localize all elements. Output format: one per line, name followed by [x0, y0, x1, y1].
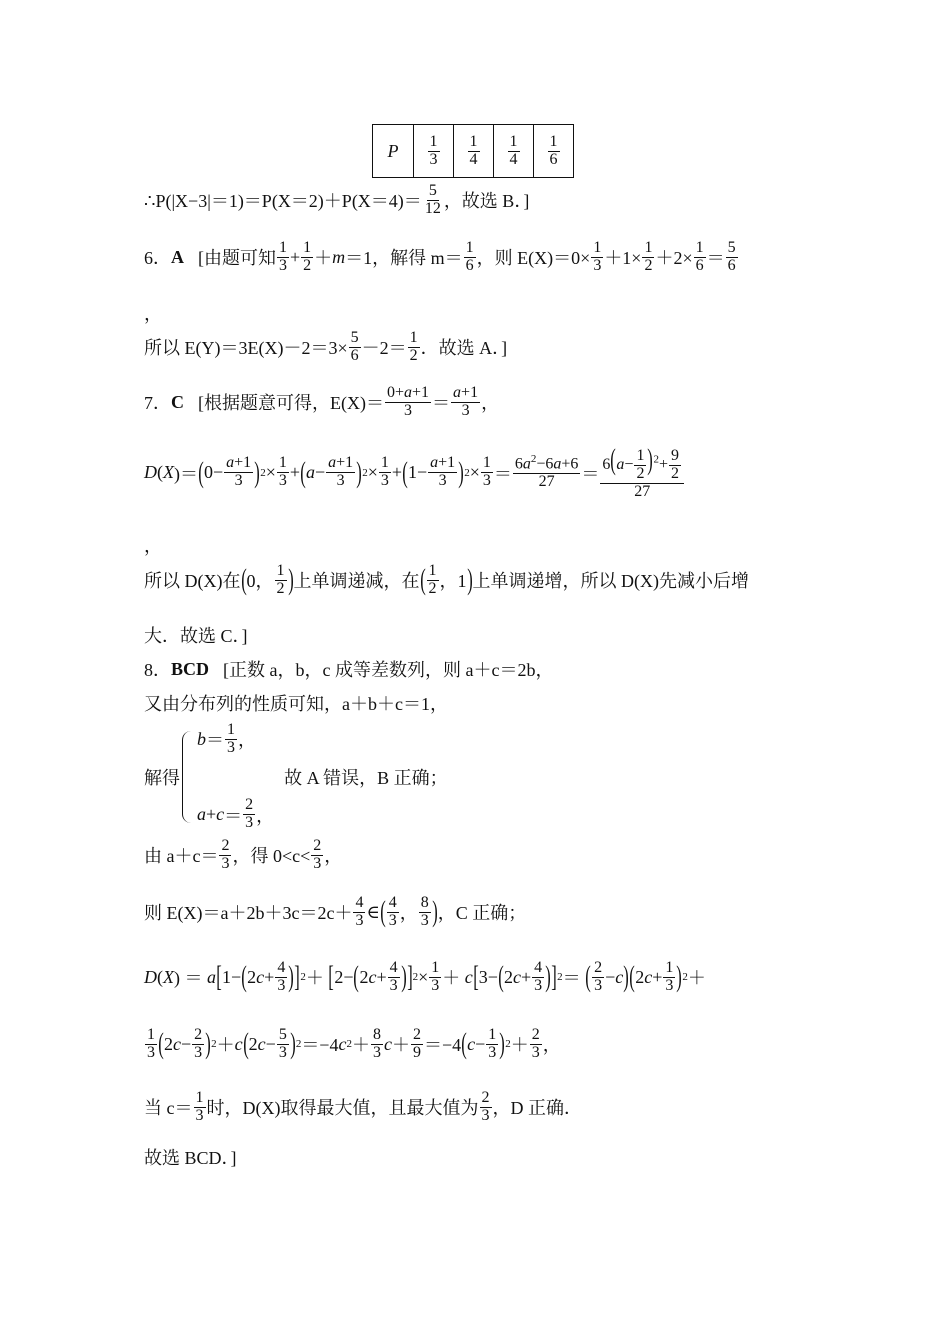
conclusion-line-5: ∴P(|X−3|＝1)＝P(X＝2)＋P(X＝4)＝ $\frac{5}{12}$ ，故选 B．] [144, 182, 530, 217]
question-8-maximum: 当 c＝ $\frac{1}{3}$ 时，D(X)取得最大值，且最大值为 $\frac{2}{3}$ ，D 正确． [144, 1089, 582, 1124]
question-8-system: 解得 b ＝ $\frac{1}{3}$ ， a + c ＝ $\frac{2}{3}$ ， 故 A 错误，B 正确； [144, 721, 448, 832]
question-7-monotonic: 所以 D(X)在 ( 0， $\frac{1}{2}$ ) 上单调递减，在 ( $\frac{1}{2}$ ，1 ) 上单调递增，所以 D(X)先减小后增 [144, 562, 749, 597]
distribution-table [372, 124, 574, 178]
question-7-answer: 大．故选 C．] [144, 626, 248, 646]
question-6: 6． A [由题可知 $\frac{1}{3}$ + $\frac{1}{2}$ ＋ m ＝1 ，解得 m＝ $\frac{1}{6}$ ，则 E(X)＝0× $\frac{1}{3}$ ＋1× $\frac{1}{2}$ ＋2× $\frac{1}{6}$ ＝ $\frac{5}{6}$ [144, 239, 736, 274]
question-8-range: 由 a＋c＝ $\frac{2}{3}$ ，得 0<c< $\frac{2}{3}$ ， [144, 837, 343, 872]
table-header: P [373, 125, 414, 178]
question-8: 8． BCD [正数 a，b，c 成等差数列，则 a＋c＝2b， [144, 658, 554, 680]
question-8-variance: D ( X ) ＝ a [ 1− ( 2 c + $\frac{4}{3}$ ) ] 2 ＋ [ 2− ( 2 c + $\frac{4}{3}$ ) ] 2 × $\frac{1}{3}$ ＋ c [ 3− ( 2 c + $\frac{4}{3}$ ) ] 2 ＝ ( $\frac{2}{3}$ − c ) ( 2 c + $\frac{1}{3}$ ) 2 ＋ [144, 959, 706, 994]
table-cell: $\frac{1}{3}$ [414, 125, 454, 178]
question-8-expectation: 则 E(X)＝a＋2b＋3c＝2c＋ $\frac{4}{3}$ ∈ ( $\frac{4}{3}$ ， $\frac{8}{3}$ ) ，C 正确； [144, 894, 527, 929]
question-8-answer: 故选 BCD．] [144, 1148, 237, 1168]
table-cell: $\frac{1}{6}$ [534, 125, 574, 178]
brace [182, 731, 191, 823]
table-cell: $\frac{1}{4}$ [494, 125, 534, 178]
question-7-variance: D ( X )＝ ( 0− $\frac{a+1}{3}$ ) 2 × $\frac{1}{3}$ + ( a − $\frac{a+1}{3}$ ) 2 × $\frac{1}{3}$ + ( 1− $\frac{a+1}{3}$ ) 2 × $\frac{1}{3}$ ＝ $\frac{6a^2-6a+6}{27}$ ＝ 6(a− $\frac{1}{2}$ )$^2$+ $\frac{9}{2}$ 27 [144, 445, 810, 500]
question-6-result: 所以 E(Y)＝3E(X)－2＝3× $\frac{5}{6}$ －2＝ $\frac{1}{2}$ ．故选 A．] [144, 329, 508, 364]
comma-line: ， [144, 536, 162, 556]
question-7: 7． C [根据题意可得，E(X)＝ $\frac{0+a+1}{3}$ ＝ $\frac{a+1}{3}$ ， [144, 384, 500, 419]
question-8-property: 又由分布列的性质可知，a＋b＋c＝1， [144, 694, 448, 714]
table-cell: $\frac{1}{4}$ [454, 125, 494, 178]
comma-line: ， [144, 304, 162, 324]
question-8-variance-cont: $\frac{1}{3}$ ( 2 c − $\frac{2}{3}$ ) 2 ＋ c ( 2 c − $\frac{5}{3}$ ) 2 ＝−4 c 2 ＋ $\frac{8}{3}$ c ＋ $\frac{2}{9}$ ＝−4 ( c − $\frac{1}{3}$ ) 2 ＋ $\frac{2}{3}$ ， [147, 1026, 561, 1061]
